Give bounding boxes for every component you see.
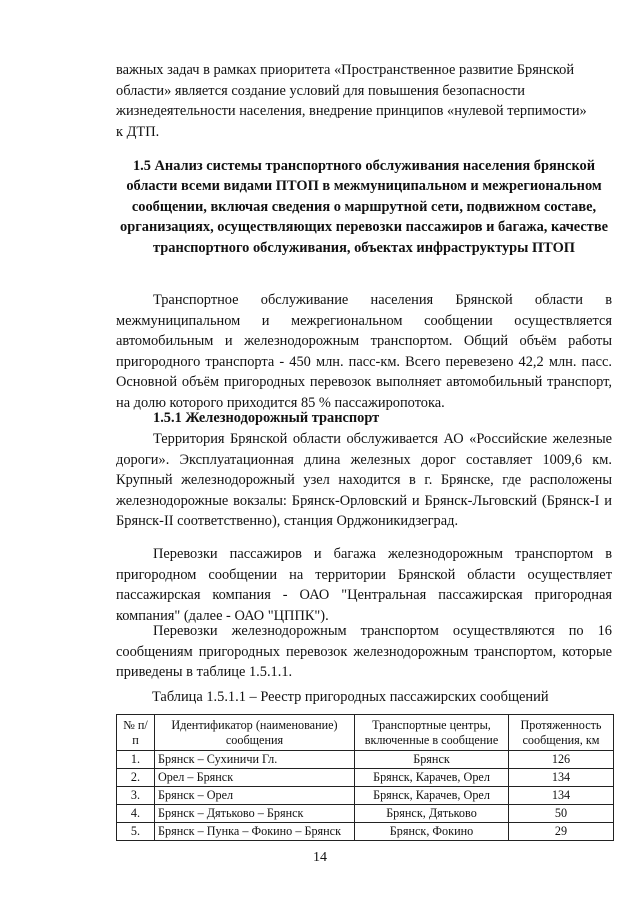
intro-line-2: области» является создание условий для повышения безопасности <box>116 82 526 99</box>
table-row <box>117 769 614 787</box>
section-paragraph: Транспортное обслуживание населения Брянской области в межмуниципальном и межрегиональном сообщении осуществляется автомобильным и железнодорожным транспортом. Общий объём работы пригородного транспорта - 450 млн. пасс-км. Всего перевезено 42,2 млн. пасс. Основной объём пригородных перевозок выполняет автомобильный транспорт, на долю которого приходится 85 % пассажиропотока. <box>116 292 612 411</box>
row-centers: Брянск, Фокино <box>355 823 509 841</box>
row-num: 4. <box>117 805 155 823</box>
row-name: Брянск – Дятьково – Брянск <box>155 805 355 823</box>
intro-paragraph <box>116 60 612 142</box>
table-row <box>117 751 614 769</box>
row-length: 134 <box>509 787 614 805</box>
header-num: № п/п <box>117 715 155 751</box>
row-length: 126 <box>509 751 614 769</box>
header-name: Идентификатор (наименование) сообщения <box>155 715 355 751</box>
page-number: 14 <box>313 850 327 865</box>
row-num: 3. <box>117 787 155 805</box>
table-row <box>117 823 614 841</box>
row-centers: Брянск <box>355 751 509 769</box>
railway-paragraph-2: Перевозки пассажиров и багажа железнодорожным транспортом в пригородном сообщении на территории Брянской области осуществляет пассажирская компания - ОАО "Центральная пассажирская пригородная компания" (далее - ОАО "ЦППК"). <box>116 546 612 624</box>
row-name: Брянск – Пунка – Фокино – Брянск <box>155 823 355 841</box>
row-num: 2. <box>117 769 155 787</box>
row-name: Орел – Брянск <box>155 769 355 787</box>
suburban-routes-table <box>116 714 614 841</box>
table-row <box>117 787 614 805</box>
row-num: 5. <box>117 823 155 841</box>
row-centers: Брянск, Карачев, Орел <box>355 787 509 805</box>
table-caption: Таблица 1.5.1.1 – Реестр пригородных пассажирских сообщений <box>152 689 549 705</box>
row-centers: Брянск, Карачев, Орел <box>355 769 509 787</box>
table-row <box>117 805 614 823</box>
intro-line-4: к ДТП. <box>116 123 160 140</box>
subsection-heading: 1.5.1 Железнодорожный транспорт <box>153 410 380 426</box>
row-length: 50 <box>509 805 614 823</box>
header-centers: Транспортные центры, включенные в сообщение <box>355 715 509 751</box>
row-name: Брянск – Орел <box>155 787 355 805</box>
section-heading: 1.5 Анализ системы транспортного обслуживания населения брянской области всеми видами ПТОП в межмуниципальном и межрегиональном сообщении, включая сведения о маршрутной сети, подвижном составе, организациях, осуществляющих перевозки пассажиров и багажа, качестве транспортного обслуживания, объектах инфраструктуры ПТОП <box>120 158 608 256</box>
intro-line-1: важных задач в рамках приоритета «Пространственное развитие Брянской <box>116 62 575 78</box>
row-length: 29 <box>509 823 614 841</box>
railway-paragraph-1: Территория Брянской области обслуживается АО «Российские железные дороги». Эксплуатационная длина железных дорог составляет 1009,6 км. Крупный железнодорожный узел находится в г. Брянске, где расположены железнодорожные вокзалы: Брянск-Орловский и Брянск-Льговский (Брянск-I и Брянск-II соответственно), станция Орджоникидзеград. <box>116 431 612 530</box>
row-centers: Брянск, Дятьково <box>355 805 509 823</box>
railway-paragraph-3: Перевозки железнодорожным транспортом осуществляются по 16 сообщениям пригородных перевозок железнодорожным транспортом, которые приведены в таблице 1.5.1.1. <box>116 623 612 681</box>
row-length: 134 <box>509 769 614 787</box>
row-num: 1. <box>117 751 155 769</box>
table-header-row <box>117 715 614 751</box>
row-name: Брянск – Сухиничи Гл. <box>155 751 355 769</box>
intro-line-3: жизнедеятельности населения, внедрение принципов «нулевой терпимости» <box>116 103 587 120</box>
header-length: Протяженность сообщения, км <box>509 715 614 751</box>
